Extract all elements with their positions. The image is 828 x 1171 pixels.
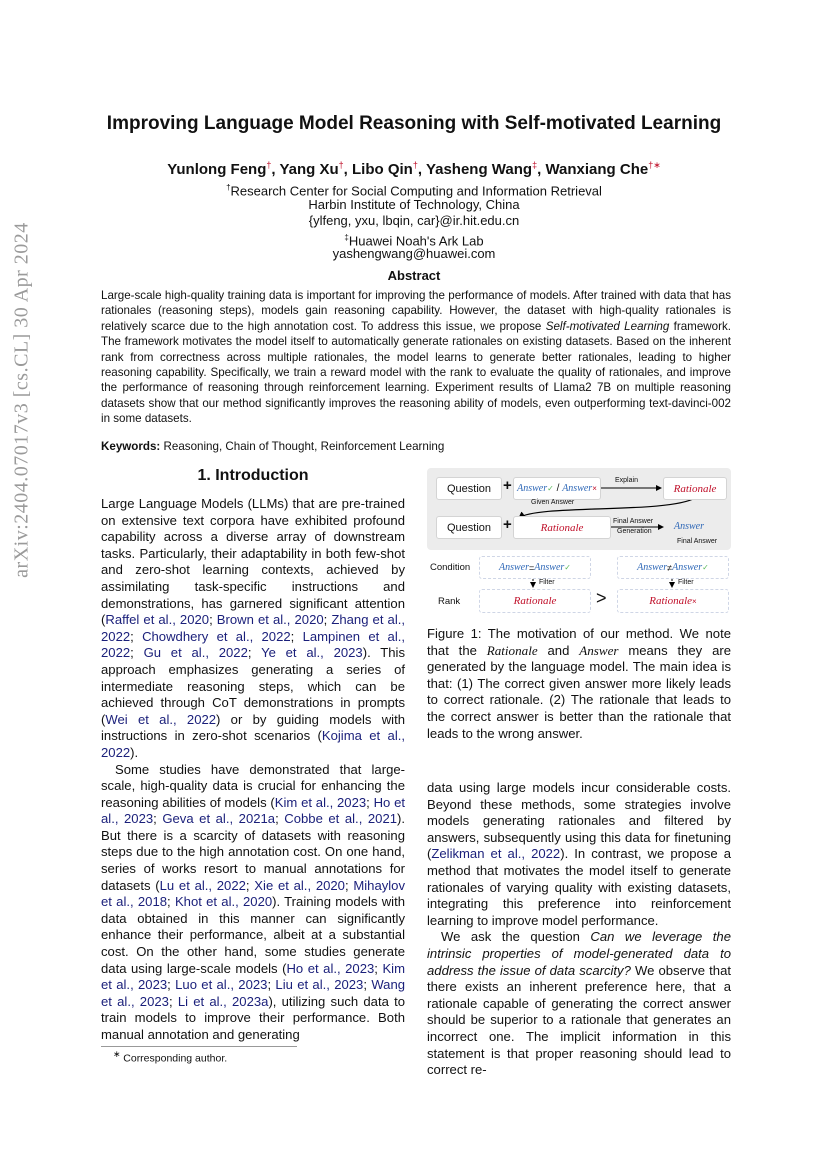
figure-1: [427, 468, 731, 616]
author-list: Yunlong Feng†, Yang Xu†, Libo Qin†, Yasheng Wang‡, Wanxiang Che†∗: [167, 160, 661, 178]
figure-label-given-answer: Given Answer: [531, 499, 575, 506]
affiliation-line: {ylfeng, yxu, lbqin, car}@ir.hit.edu.cn: [308, 213, 520, 228]
citation-link[interactable]: Kim et al., 2023: [274, 794, 367, 810]
author-name: Yang Xu: [279, 161, 339, 178]
affiliation-line: yashengwang@huawei.com: [332, 246, 496, 261]
body-text: ). This approach emphasizes generating a series of intermediate reasoning steps, which can be achieved through CoT demonstrations in prompts (: [101, 645, 405, 727]
author-mark: ‡: [532, 160, 538, 170]
figure-label-condition: Condition: [430, 562, 471, 573]
citation-link[interactable]: Raffel et al., 2020: [105, 612, 210, 628]
author-mark: †: [266, 160, 272, 170]
footnote-rule: [101, 1046, 297, 1047]
author-name: Yunlong Feng: [167, 161, 267, 178]
arxiv-id-text: arXiv:2404.07017v3 [cs.CL] 30 Apr 2024: [10, 222, 33, 578]
citation-link[interactable]: Luo et al., 2023: [175, 977, 268, 993]
body-text: We ask the question: [441, 929, 591, 945]
citation-link[interactable]: Wei et al., 2022: [105, 711, 217, 727]
figure-label-final-answer: Final Answer: [677, 538, 718, 545]
citation-link[interactable]: Ye et al., 2023: [261, 645, 363, 661]
body-text: ;: [209, 612, 217, 628]
author-mark: †: [338, 160, 344, 170]
body-text: ;: [167, 894, 175, 910]
author-name: Yasheng Wang: [425, 161, 533, 178]
figure-label-final-answer-generation-1: Final Answer: [613, 518, 654, 525]
body-text: ;: [130, 645, 144, 661]
figure-rationale-box-1: Rationale: [663, 477, 727, 500]
body-text: ;: [267, 977, 276, 993]
paragraph-col2-1: [427, 780, 731, 929]
section-title-introduction: 1. Introduction: [197, 467, 309, 484]
body-text: ;: [130, 628, 143, 644]
body-text: data using large models incur considerable costs. Beyond these methods, some strategies involve models generating rationales and filtered by answers, subsequently using this data for finetuning (: [427, 780, 731, 862]
body-text: ;: [374, 960, 383, 976]
figure-answer-box: Answer ✓ / Answer ×: [513, 477, 601, 500]
author-mark: †∗: [648, 160, 661, 170]
figure-label-filter-2: Filter: [678, 579, 694, 586]
body-text: Large Language Models (LLMs) that are pre-trained on extensive text corpora have exhibited profound capability across a diverse array of downstream tasks. Particularly, their adaptability in both few-shot and zero-shot learning contexts, achieved by assimilating task-specific instructions and demonstrations, has garnered significant attention (: [101, 496, 405, 628]
figure-1-caption: Figure 1: The motivation of our method. We note that the Rationale and Answer means they are generated by the language model. The main idea is that: (1) The correct given answer more likely leads to correct rationale. (2) The rationale that leads to the correct answer is better than the rationale that leads to the wrong answer.: [427, 626, 732, 741]
figure-question-box-2: Question: [436, 516, 502, 539]
citation-link[interactable]: Li et al., 2023a: [177, 993, 269, 1009]
citation-link[interactable]: Chowdhery et al., 2022: [142, 628, 291, 644]
figure-label-explain: Explain: [615, 477, 638, 484]
figure-label-rank: Rank: [438, 596, 461, 607]
figure-plus-1: +: [503, 477, 512, 494]
body-text: ;: [275, 811, 285, 827]
figure-rationale-box-2: Rationale: [513, 516, 611, 539]
body-text: ). In contrast, we propose a method that motivates the model itself to generate rationales of varying quality with existing datasets, integrating this preference into reinforcement learning to improve model performance.: [427, 846, 731, 928]
citation-link[interactable]: Gu et al., 2022: [143, 645, 248, 661]
figure-condition-equal: Answer = Answer ✓: [479, 556, 591, 579]
figure-rank-good: Rationale: [479, 589, 591, 613]
citation-link[interactable]: Ho et al., 2023: [286, 960, 375, 976]
citation-link[interactable]: Khot et al., 2020: [174, 894, 273, 910]
body-text: ;: [168, 993, 178, 1009]
body-text: ;: [167, 977, 176, 993]
citation-link[interactable]: Wang et al., 2023: [101, 977, 406, 1009]
body-text: ;: [247, 645, 262, 661]
author-name: Wanxiang Che: [545, 161, 649, 178]
figure-greater-than: >: [596, 588, 607, 608]
body-text: ). Training models with data obtained in this manner can significantly enhance their performance, albeit at a substantial cost. On the other hand, some studies generate data using large-scale models (: [101, 894, 405, 976]
author-name: Libo Qin: [352, 161, 413, 178]
figure-rank-bad: Rationale ×: [617, 589, 729, 613]
column-right: [427, 780, 731, 1079]
affiliation-line: †Research Center for Social Computing and Information Retrieval: [226, 183, 602, 199]
figure-question-box-1: Question: [436, 477, 502, 500]
body-text: ;: [366, 794, 374, 810]
citation-link[interactable]: Xie et al., 2020: [254, 877, 345, 893]
paragraph-col2-2: [427, 929, 731, 1078]
figure-label-filter-1: Filter: [539, 579, 555, 586]
paragraph-intro-2: [101, 762, 405, 1044]
paragraph-intro-1: [101, 496, 405, 762]
citation-link[interactable]: Zhang et al., 2022: [101, 612, 406, 644]
citation-link[interactable]: Liu et al., 2023: [275, 977, 364, 993]
body-text: ;: [363, 977, 372, 993]
column-left: [101, 496, 405, 1044]
citation-link[interactable]: Lu et al., 2022: [159, 877, 246, 893]
affiliation-line: ‡Huawei Noah's Ark Lab: [344, 232, 484, 248]
citation-link[interactable]: Ho et al., 2023: [101, 794, 406, 827]
figure-answer-box-2: Answer: [674, 521, 704, 532]
citation-link[interactable]: Geva et al., 2021a: [162, 811, 276, 827]
figure-condition-not-equal: Answer ≠ Answer ✓: [617, 556, 729, 579]
citation-link[interactable]: Cobbe et al., 2021: [284, 811, 398, 827]
body-text: ), utilizing such data to train models to improve their performance. Both manual annotation and generating: [101, 993, 406, 1042]
author-mark: †: [412, 160, 418, 170]
citation-link[interactable]: Zelikman et al., 2022: [431, 846, 561, 862]
body-text: ;: [323, 612, 332, 628]
body-text: ).: [130, 744, 139, 760]
body-text: ;: [290, 628, 303, 644]
footnote: ∗ Corresponding author.: [113, 1049, 228, 1065]
emphasis-text: Can we leverage the intrinsic properties of model-generated data to address the issue of data scarcity?: [427, 929, 731, 978]
citation-link[interactable]: Mihaylov et al., 2018: [101, 877, 406, 910]
keywords: Keywords: Reasoning, Chain of Thought, Reinforcement Learning: [101, 440, 445, 453]
body-text: ;: [153, 811, 163, 827]
body-text: Some studies have demonstrated that large-scale, high-quality data is crucial for enhancing the reasoning abilities of models (: [101, 761, 405, 810]
body-text: ;: [245, 877, 255, 893]
citation-link[interactable]: Kojima et al., 2022: [101, 728, 405, 760]
body-text: ). But there is a scarcity of datasets with reasoning steps due to the high annotation cost. On one hand, series of works resort to manual annotations for datasets (: [101, 811, 406, 893]
paper-title: Improving Language Model Reasoning with Self-motivated Learning: [106, 113, 722, 134]
body-text: ) or by guiding models with instructions in zero-shot scenarios (: [101, 711, 405, 744]
citation-link[interactable]: Lampinen et al., 2022: [101, 628, 406, 661]
abstract-text: Large-scale high-quality training data is important for improving the performance of models. After trained with data that has rationales (reasoning steps), models gain reasoning capability. However, the dataset with high-quality rationales is relatively scarce due to the high annotation cost. To address this issue, we propose Self-motivated Learning framework. The framework motivates the model itself to automatically generate rationales on existing datasets. Based on the inherent rank from correctness across multiple rationales, the model learns to generate better rationales, leading to higher reasoning capability. Specifically, we train a reward model with the rank to evaluate the quality of rationales, and improve the performance of reasoning through reinforcement learning. Experiment results of Llama2 7B on multiple reasoning datasets show that our method significantly improves the reasoning ability of models, even outperforming text-davinci-002 in some datasets.: [101, 289, 731, 426]
figure-label-final-answer-generation-2: Generation: [617, 528, 652, 535]
body-text: ;: [344, 877, 354, 893]
citation-link[interactable]: Kim et al., 2023: [101, 960, 405, 993]
abstract-heading: Abstract: [387, 268, 441, 283]
citation-link[interactable]: Brown et al., 2020: [216, 612, 324, 628]
affiliation-line: Harbin Institute of Technology, China: [308, 196, 520, 212]
figure-plus-2: +: [503, 516, 512, 533]
body-text: We observe that there exists an inherent preference here, that a rationale capable of generating the correct answer should be superior to a rationale that generates an incorrect one. The implicit information in this statement is that proper reasoning should lead to correct re-: [427, 962, 731, 1078]
